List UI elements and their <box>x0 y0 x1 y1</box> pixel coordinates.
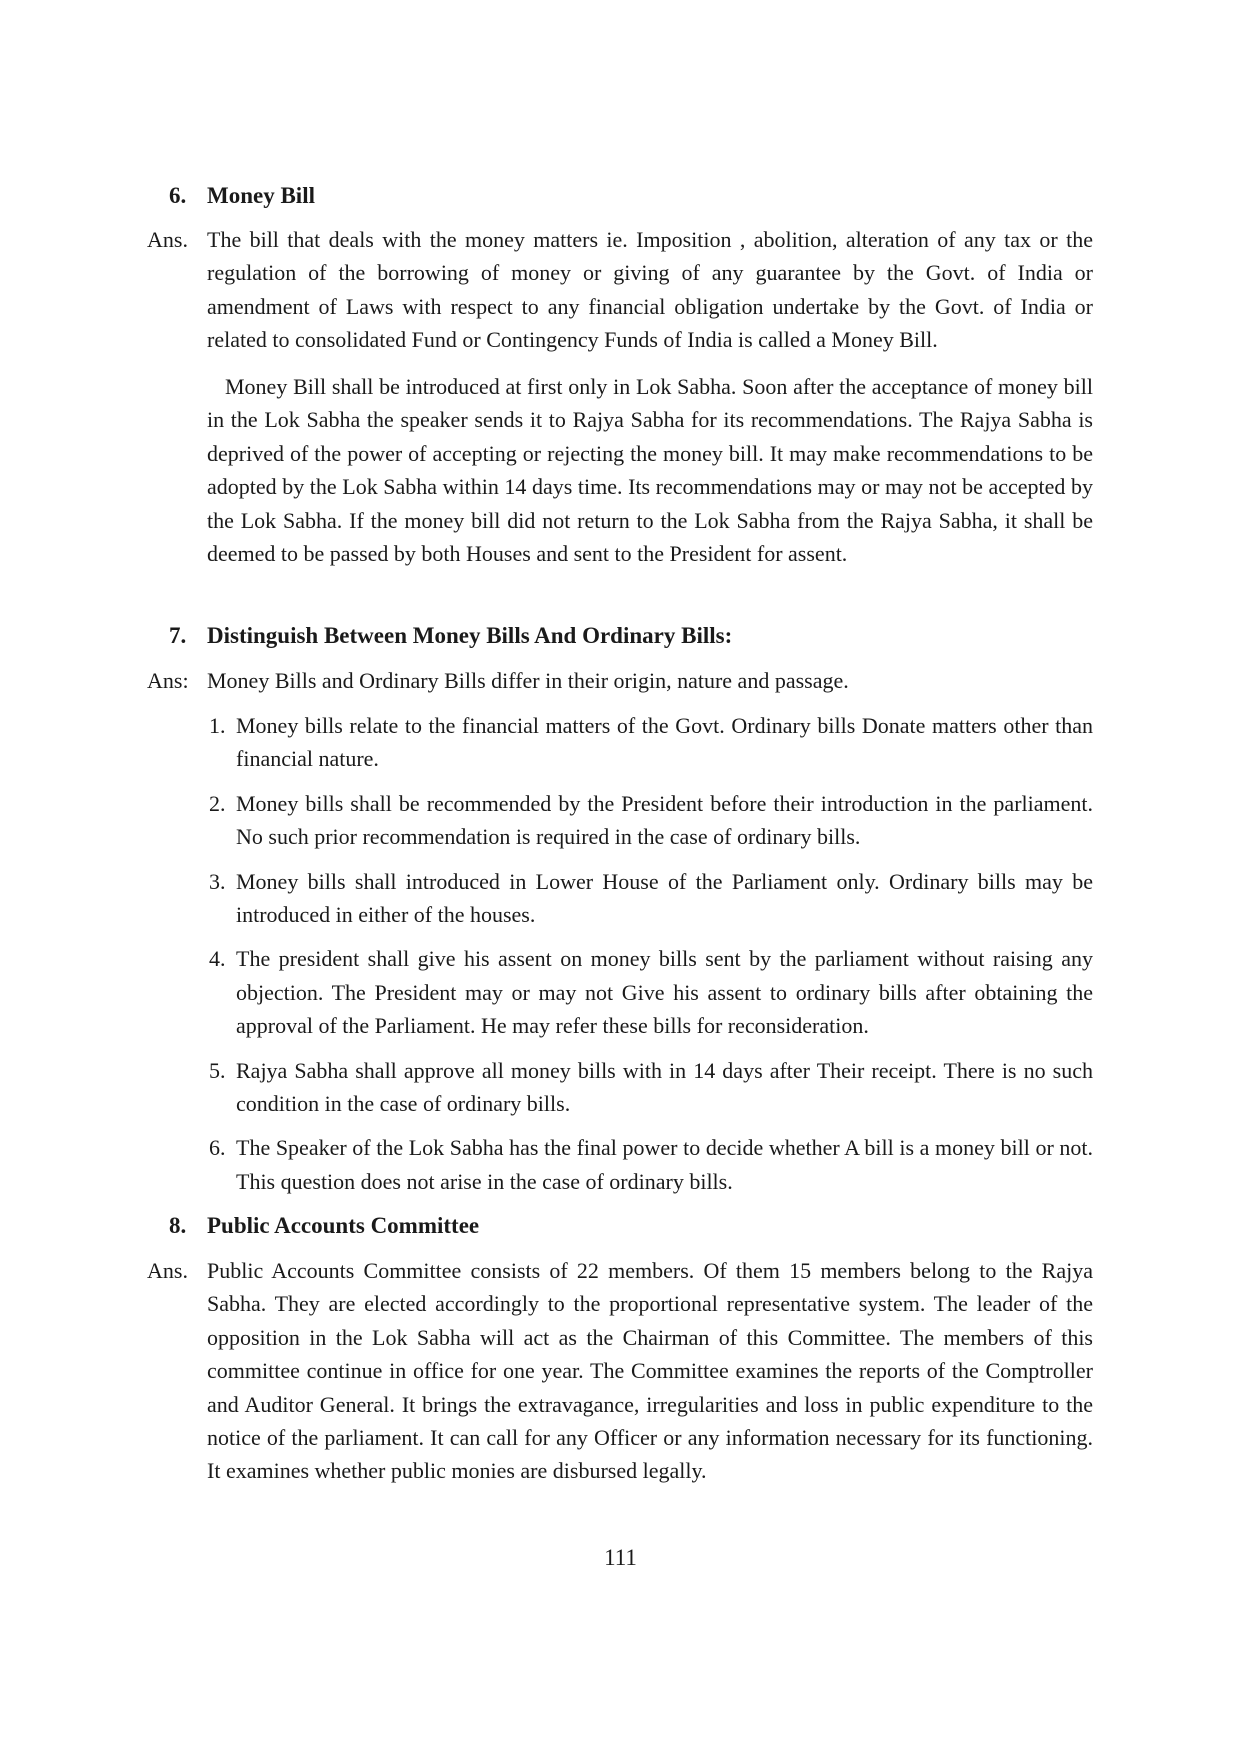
section-7-heading <box>169 620 732 652</box>
list-item-number: 6. <box>209 1135 226 1161</box>
list-item <box>207 1131 1093 1198</box>
page-number: 111 <box>604 1545 637 1570</box>
list-item-text: Money bills relate to the financial matters of the Govt. Ordinary bills Donate matters other than financial nature. <box>236 713 1093 772</box>
list-item-number: 5. <box>209 1057 226 1083</box>
list-item <box>207 865 1093 932</box>
list-item <box>207 942 1093 1042</box>
list-item <box>207 787 1093 854</box>
list-item-text: The Speaker of the Lok Sabha has the final power to decide whether A bill is a money bill or not. This question does not arise in the case of ordinary bills. <box>236 1135 1093 1194</box>
section-8-title: Public Accounts Committee <box>207 1213 480 1238</box>
section-7-ans-label: Ans: <box>147 668 189 693</box>
section-7-title: Distinguish Between Money Bills And Ordinary Bills: <box>207 623 733 648</box>
section-8-heading <box>169 1210 479 1242</box>
section-6-number: 6. <box>169 183 187 208</box>
section-7-point-list <box>207 709 1093 1209</box>
section-6-ans-label: Ans. <box>147 227 188 252</box>
list-item-text: Money bills shall introduced in Lower House of the Parliament only. Ordinary bills may be introduced in either of the houses. <box>236 868 1093 928</box>
section-7-number: 7. <box>169 623 187 648</box>
list-item-number: 1. <box>209 713 226 738</box>
section-8-number: 8. <box>169 1213 187 1238</box>
section-7-intro: Money Bills and Ordinary Bills differ in their origin, nature and passage. <box>207 668 849 693</box>
list-item <box>207 1054 1093 1121</box>
section-6-title: Money Bill <box>207 183 315 208</box>
list-item-text: Money bills shall be recommended by the President before their introduction in the parliament. No such prior recommendation is required in the case of ordinary bills. <box>236 790 1093 850</box>
list-item-text: Rajya Sabha shall approve all money bills with in 14 days after Their receipt. There is no such condition in the case of ordinary bills. <box>236 1057 1093 1117</box>
list-item <box>207 709 1093 776</box>
section-8-ans-label: Ans. <box>147 1258 188 1283</box>
section-6-answer <box>147 223 1093 357</box>
list-item-number: 4. <box>209 946 226 972</box>
list-item-number: 3. <box>209 868 226 894</box>
section-8-answer <box>147 1254 1093 1488</box>
section-6-heading <box>169 180 315 212</box>
section-7-answer <box>147 664 1093 697</box>
section-6-para-1: The bill that deals with the money matters ie. Imposition , abolition, alteration of any tax or the regulation of the borrowing of money or giving of any guarantee by the Govt. of India or amendment of Laws with respect to any financial obligation undertake by the Govt. of India or related to consolidated Fund or Contingency Funds of India is called a Money Bill. <box>207 227 1093 353</box>
section-6-para-2: Money Bill shall be introduced at first only in Lok Sabha. Soon after the acceptance of money bill in the Lok Sabha the speaker sends it to Rajya Sabha for its recommendations. The Rajya Sabha is deprived of the power of accepting or rejecting the money bill. It may make recommendations to be adopted by the Lok Sabha within 14 days time. Its recommendations may or may not be accepted by the Lok Sabha. If the money bill did not return to the Lok Sabha from the Rajya Sabha, it shall be deemed to be passed by both Houses and sent to the President for assent. <box>207 374 1093 567</box>
list-item-text: The president shall give his assent on money bills sent by the parliament without raising any objection. The President may or may not Give his assent to ordinary bills after obtaining the approval of the Parliament. He may refer these bills for reconsideration. <box>236 946 1093 1039</box>
list-item-number: 2. <box>209 790 226 816</box>
section-8-para-1: Public Accounts Committee consists of 22 members. Of them 15 members belong to the Rajya Sabha. They are elected accordingly to the proportional representative system. The leader of the opposition in the Lok Sabha will act as the Chairman of this Committee. The members of this committee continue in office for one year. The Committee examines the reports of the Comptroller and Auditor General. It brings the extravagance, irregularities and loss in public expenditure to the notice of the parliament. It can call for any Officer or any information necessary for its functioning. It examines whether public monies are disbursed legally. <box>207 1258 1093 1484</box>
